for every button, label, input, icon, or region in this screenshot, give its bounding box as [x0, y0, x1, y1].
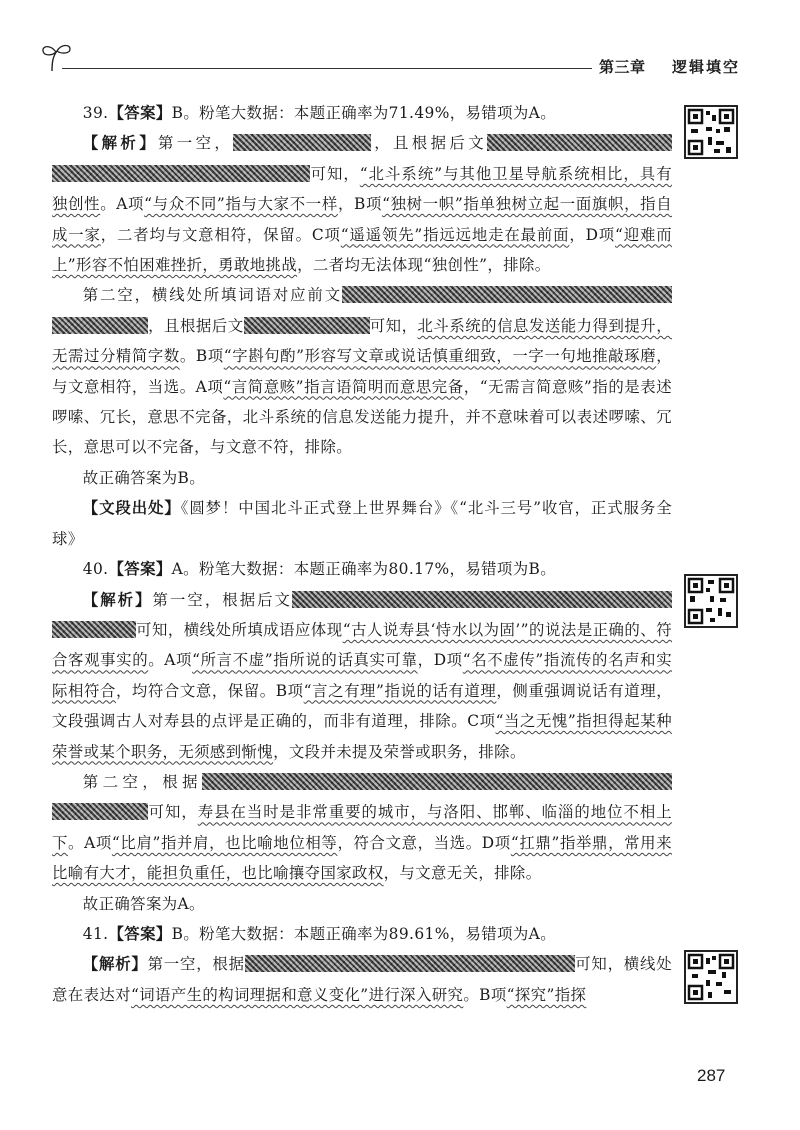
key-text: “探究”指探	[506, 985, 587, 1004]
text: ，B项	[337, 195, 383, 214]
text: ，与文意无关，排除。	[383, 864, 542, 883]
text: ，D项	[417, 651, 463, 670]
key-text: “古人说寿县‘恃水以为固’”的说法是正确的、符合客观事实的	[52, 620, 672, 670]
answer-text: B。粉笔大数据：本题正确率为89.61%，易错项为A。	[171, 924, 556, 943]
key-text: “扛鼎”指举鼎，常用来比喻有大才，能担负重任，也比喻攘夺国家政权	[52, 833, 672, 883]
q39-source	[52, 493, 672, 554]
redacted-text	[52, 317, 148, 334]
text: 第二空，根据	[82, 772, 202, 791]
key-text: “字斟句酌”形容写文章或说话慎重细致，一字一句地推敲琢磨	[223, 347, 657, 366]
analysis-tag: 【解析】	[82, 134, 158, 153]
key-text: “所言不虚”指所说的话真实可靠	[192, 651, 418, 670]
key-text: “北斗系统”与其他卫星导航系统相比，具有独创性	[52, 164, 672, 214]
text: ，二者均与文意相符，保留。C项	[100, 225, 341, 244]
q39-analysis-2	[52, 280, 672, 462]
analysis-tag: 【解析】	[82, 590, 153, 609]
text: 第一空，根据	[147, 955, 245, 974]
page-number: 287	[697, 1066, 726, 1085]
chapter-label: 第三章	[599, 58, 646, 76]
key-text: “言简意赅”指言语简明而意思完备	[223, 377, 464, 396]
text: 可知，	[369, 316, 418, 335]
redacted-text	[202, 773, 672, 790]
text: ，二者均无法体现“独创性”，排除。	[297, 256, 551, 275]
text: 可知，	[148, 803, 198, 822]
q40-analysis-2	[52, 767, 672, 889]
text: ，符合文意，当选。D项	[337, 833, 511, 852]
qr-code-icon[interactable]	[684, 950, 738, 1004]
answer-tag: 【答案】	[108, 560, 172, 579]
analysis-tag: 【解析】	[82, 955, 148, 974]
key-text: “独树一帜”指单独树立起一面旗帜，指自成一家	[52, 195, 672, 244]
text: 。A项	[68, 833, 112, 852]
redacted-text	[342, 286, 672, 303]
answer-tag: 【答案】	[108, 104, 172, 122]
answer-explanations	[52, 98, 672, 1010]
redacted-text	[233, 134, 371, 151]
q39-conclusion: 故正确答案为B。	[82, 468, 206, 487]
redacted-text	[487, 134, 672, 151]
text: 。A项	[100, 195, 145, 214]
q39-answer	[52, 98, 672, 128]
page-header	[0, 0, 800, 90]
header-rule	[62, 68, 592, 69]
q40-answer	[52, 554, 672, 584]
redacted-text	[245, 955, 575, 972]
chapter-title: 逻辑填空	[672, 58, 741, 76]
text: ，“无需言简意赅”指的是表述啰嗦、冗长，意思不完备，北斗系统的信息发送能力提升，并不意味着可以表述啰嗦、冗长，意思可以不完备，与文意不符，排除。	[52, 377, 673, 457]
question-number: 40.	[82, 560, 109, 579]
answer-text: A。粉笔大数据：本题正确率为80.17%，易错项为B。	[171, 560, 556, 579]
key-text: 北斗系统的信息发送能力得到提升，无需过分精简字数	[52, 316, 673, 366]
text: 可知，	[310, 164, 360, 183]
text: ，侧重强调说话有道理，文段强调古人对寿县的点评是正确的，而非有道理，排除。C项	[52, 681, 673, 731]
key-text: “言之有理”指说的话有道理	[303, 681, 497, 700]
question-number: 39.	[82, 104, 109, 122]
text: 可知，横线处意在表达对	[52, 955, 672, 1004]
redacted-text	[52, 621, 136, 638]
q41-answer	[52, 919, 672, 949]
qr-code-icon[interactable]	[684, 105, 738, 159]
key-text: 寿县在当时是非常重要的城市，与洛阳、邯郸、临淄的地位不相上下	[52, 803, 672, 852]
q39-analysis-1	[52, 128, 672, 280]
text: ，均符合文意，保留。B项	[115, 681, 304, 700]
source-text: 《圆梦！中国北斗正式登上世界舞台》《“北斗三号”收官，正式服务全球》	[52, 499, 672, 548]
q40-analysis-1	[52, 585, 672, 767]
key-text: “当之无愧”指担得起某种荣誉或某个职务，无须感到惭愧	[52, 712, 672, 761]
key-text: “迎难而上”形容不怕困难挫折，勇敢地挑战	[52, 225, 673, 275]
text: 第一空，根据后文	[152, 590, 292, 609]
answer-text: B。粉笔大数据：本题正确率为71.49%，易错项为A。	[171, 104, 556, 122]
q41-analysis-1	[52, 949, 672, 1010]
qr-code-icon[interactable]	[684, 574, 738, 628]
text: ，且根据后文	[371, 134, 487, 153]
text: ，且根据后文	[148, 316, 244, 335]
text: 可知，横线处所填成语应体现	[136, 620, 343, 639]
redacted-text	[52, 165, 310, 182]
text: 。B项	[179, 347, 224, 366]
answer-tag: 【答案】	[108, 924, 172, 943]
source-tag: 【文段出处】	[82, 499, 181, 518]
key-text: “与众不同”指与大家不一样	[144, 195, 338, 214]
text: 第一空，	[158, 134, 234, 153]
key-text: “比肩”指并肩，也比喻地位相等	[111, 833, 338, 852]
q40-conclusion: 故正确答案为A。	[82, 894, 205, 913]
question-number: 41.	[82, 924, 109, 943]
text: 。A项	[148, 651, 193, 670]
text: 第二空，横线处所填词语对应前文	[82, 286, 342, 305]
text: ，与文意相符，当选。A项	[52, 347, 673, 396]
redacted-text	[292, 591, 672, 608]
redacted-text	[52, 803, 148, 820]
text: ，D项	[569, 225, 616, 244]
text: ，文段并未提及荣誉或职务，排除。	[273, 742, 526, 761]
key-text: “词语产生的构词理据和意义变化”进行深入研究	[130, 985, 464, 1004]
text: 。B项	[463, 985, 507, 1004]
key-text: “遥遥领先”指远远地走在最前面	[340, 225, 570, 244]
redacted-text	[244, 317, 370, 334]
key-text: “名不虚传”指流传的名声和实际相符合	[52, 651, 672, 700]
